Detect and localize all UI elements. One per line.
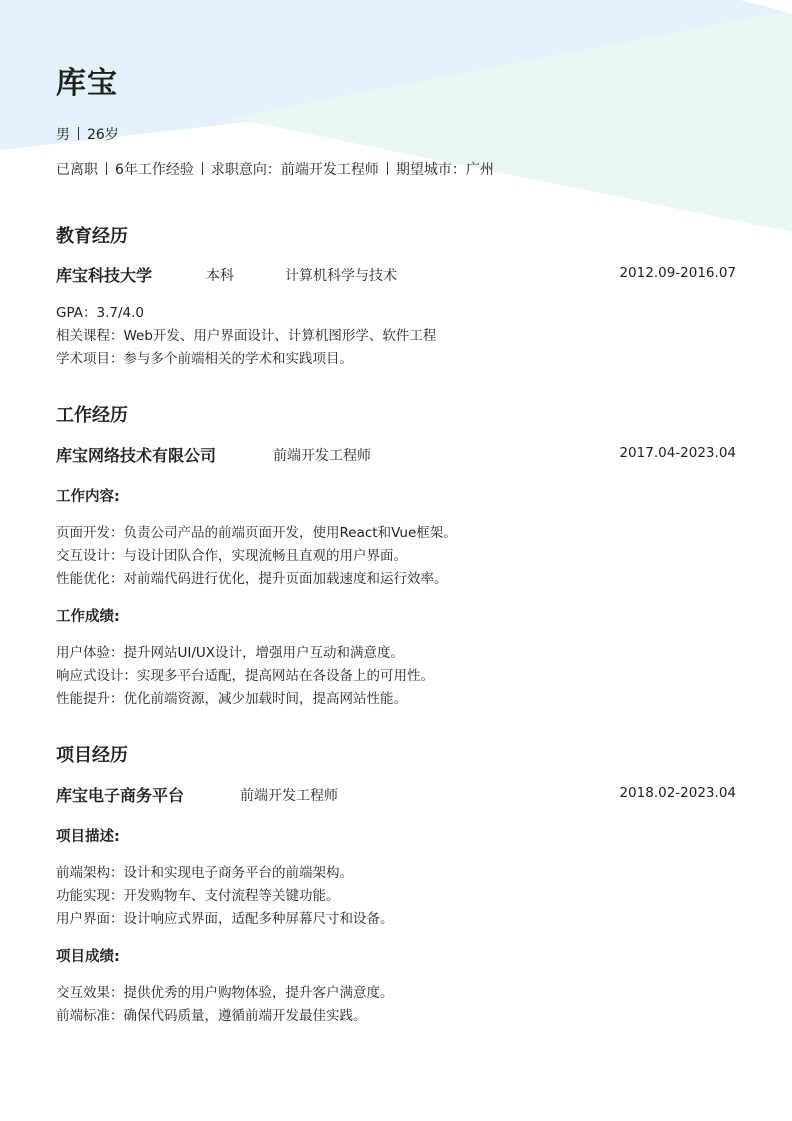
degree: 本科 (206, 268, 234, 284)
divider (78, 127, 79, 140)
work-result-line: 响应式设计：实现多平台适配，提高网站在各设备上的可用性。 (56, 668, 434, 684)
project-name: 库宝电子商务平台 (56, 786, 185, 805)
company-name: 库宝网络技术有限公司 (56, 446, 217, 465)
education-header-row (56, 263, 736, 285)
project-result-line: 交互效果：提供优秀的用户购物体验，提升客户满意度。 (56, 985, 394, 1001)
education-line: 学术项目：参与多个前端相关的学术和实践项目。 (56, 351, 353, 367)
work-result-line: 用户体验：提升网站UI/UX设计，增强用户互动和满意度。 (56, 645, 405, 661)
divider (202, 162, 203, 175)
project-desc-title: 项目描述: (56, 829, 120, 845)
work-date: 2017.04-2023.04 (619, 445, 736, 461)
divider (387, 162, 388, 175)
work-content-line: 页面开发：负责公司产品的前端页面开发，使用React和Vue框架。 (56, 525, 457, 541)
work-result-line: 性能提升：优化前端资源，减少加载时间，提高网站性能。 (56, 691, 407, 707)
job-intent: 求职意向：前端开发工程师 (210, 162, 379, 178)
major: 计算机科学与技术 (285, 268, 397, 284)
project-role: 前端开发工程师 (240, 788, 338, 804)
project-desc-line: 用户界面：设计响应式界面，适配多种屏幕尺寸和设备。 (56, 911, 394, 927)
job-intent-info (56, 159, 494, 179)
experience-years: 6年工作经验 (115, 162, 194, 178)
project-header-row (56, 783, 736, 805)
basic-info (56, 124, 119, 144)
project-desc-line: 功能实现：开发购物车、支付流程等关键功能。 (56, 888, 340, 904)
school-name: 库宝科技大学 (56, 266, 153, 285)
work-section-title: 工作经历 (56, 405, 128, 426)
work-content-line: 性能优化：对前端代码进行优化，提升页面加载速度和运行效率。 (56, 571, 448, 587)
work-content-line: 交互设计：与设计团队合作，实现流畅且直观的用户界面。 (56, 548, 407, 564)
education-date: 2012.09-2016.07 (619, 265, 736, 281)
education-line: 相关课程：Web开发、用户界面设计、计算机图形学、软件工程 (56, 328, 437, 344)
project-result-line: 前端标准：确保代码质量，遵循前端开发最佳实践。 (56, 1008, 367, 1024)
gender: 男 (56, 127, 70, 143)
work-content-title: 工作内容: (56, 489, 120, 505)
education-line: GPA：3.7/4.0 (56, 305, 144, 321)
education-section-title: 教育经历 (56, 226, 128, 247)
project-desc-line: 前端架构：设计和实现电子商务平台的前端架构。 (56, 865, 353, 881)
expected-city: 期望城市：广州 (395, 162, 494, 178)
project-section-title: 项目经历 (56, 745, 128, 766)
candidate-name: 库宝 (56, 66, 118, 101)
work-role: 前端开发工程师 (273, 448, 371, 464)
work-results-title: 工作成绩: (56, 609, 120, 625)
work-header-row (56, 443, 736, 465)
employment-status: 已离职 (56, 162, 98, 178)
age: 26岁 (87, 127, 119, 143)
divider (106, 162, 107, 175)
project-results-title: 项目成绩: (56, 949, 120, 965)
project-date: 2018.02-2023.04 (619, 785, 736, 801)
